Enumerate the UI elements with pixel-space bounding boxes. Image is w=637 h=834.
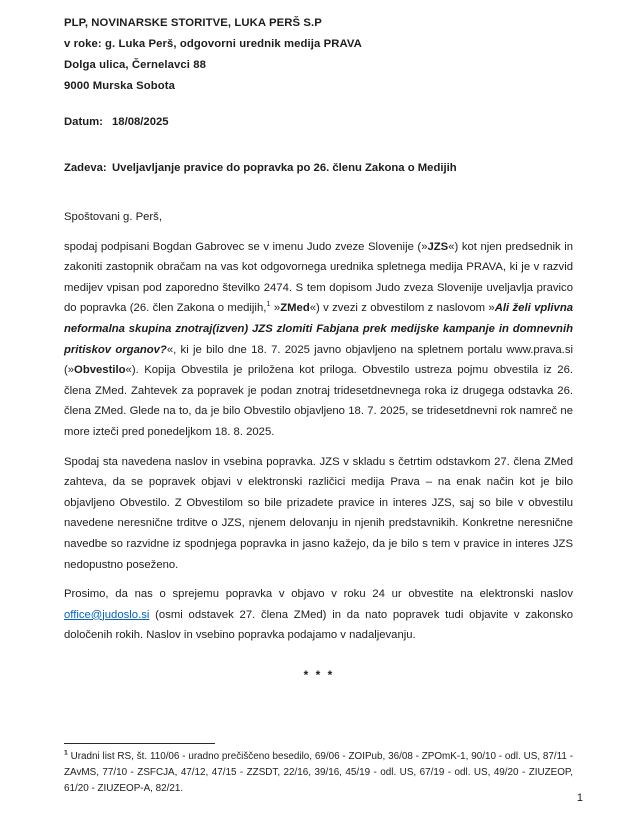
subject-row (64, 158, 573, 179)
footnote-marker: 1 (64, 749, 68, 757)
section-separator: * * * (303, 667, 334, 682)
text-run: «) v zvezi z obvestilom z naslovom » (309, 302, 495, 315)
text-run: Prosimo, da nas o sprejemu popravka v objavo v roku 24 ur obvestite na elektronski naslov (64, 588, 573, 601)
footnote (64, 743, 573, 797)
footnote-divider (64, 743, 215, 744)
text-run: Obvestilo (74, 364, 126, 377)
text-run: Ali želi vplivna neformalna skupina znotraj(izven) JZS zlomiti Fabjana prek medijske kampanje in domnevnih pritiskov organov? (64, 302, 574, 356)
text-run: «). Kopija Obvestila je priložena kot priloga. Obvestilo ustreza pojmu obvestila iz 26. člena ZMed. Zahtevek za popravek je podan znotraj tridesetdnevnega roka iz drugega odstavka 26. člena ZMed. Glede na to, da je bilo Obvestilo objavljeno 18. 7. 2025, se tridesetdnevni rok namreč ne more izteči pred ponedeljkom 18. 8. 2025. (64, 364, 573, 438)
text-run: (osmi odstavek 27. člena ZMed) in da nato popravek tudi objavite v zakonsko določenih rokih. Naslov in vsebino popravka podajamo v nadaljevanju. (64, 608, 573, 642)
subject-value: Uveljavljanje pravice do popravka po 26. členu Zakona o Medijih (112, 162, 457, 174)
footnote-text-block (64, 749, 573, 797)
text-run: » (270, 302, 281, 315)
page-number: 1 (576, 792, 583, 804)
paragraph-3 (64, 584, 573, 646)
email-link[interactable]: office@judoslo.si (64, 608, 150, 621)
date-label: Datum: (64, 116, 103, 128)
footnote-reference: 1 (266, 299, 271, 309)
text-run: Spodaj sta navedena naslov in vsebina popravka. JZS v skladu s četrtim odstavkom 27. člena ZMed zahteva, da se popravek objavi v elektronski različici medija Prava – na enak način kot je bilo objavljeno Obvestilo. Z Obvestilom so bile prizadete pravice in interes JZS, saj so bile v obvestilu navedene neresnične trditve o JZS, njenem delovanju in njenih predstavnikih. Konkretne neresnične navedbe so razvidne iz spodnjega popravka in jasno kažejo, da je bilo s tem v pravice in interes JZS nedopustno poseženo. (64, 455, 573, 571)
text-run: ZMed (280, 302, 310, 315)
letter-body (64, 237, 573, 646)
text-run: JZS (427, 240, 449, 253)
subject-label: Zadeva: (64, 162, 107, 174)
recipient-city: 9000 Murska Sobota (64, 80, 176, 92)
text-run: spodaj podpisani Bogdan Gabrovec se v imenu Judo zveze Slovenije (» (64, 240, 428, 253)
text-run: «, ki je bilo dne 18. 7. 2025 javno objavljeno na spletnem portalu www.prava.si (» (64, 343, 573, 377)
footnote-text: Uradni list RS, št. 110/06 - uradno prečiščeno besedilo, 69/06 - ZOIPub, 36/08 - ZPOmK-1, 90/10 - odl. US, 87/11 - ZAvMS, 77/10 - ZSFCJA, 47/12, 47/15 - ZZSDT, 22/16, 39/16, 45/19 - odl. US, 67/19 - odl. US, 49/20 - ZIUZEOP, 61/20 - ZIUZEOP-A, 82/21. (64, 751, 573, 794)
recipient-street: Dolga ulica, Černelavci 88 (64, 59, 206, 71)
date-value: 18/08/2025 (112, 116, 169, 128)
text-run: «) kot njen predsednik in zakoniti zastopnik obračam na vas kot odgovornega urednika spletnega medija PRAVA, ki je v razvid medijev vpisan pod zaporedno številko 2474. S tem dopisom Judo zveza Slovenije uveljavlja pravico do popravka (26. člen Zakona o medijih, (64, 240, 573, 315)
recipient-address-block (64, 13, 573, 97)
salutation: Spoštovani g. Perš, (64, 211, 162, 223)
date-row (64, 112, 573, 133)
paragraph-2 (64, 452, 573, 576)
recipient-company: PLP, NOVINARSKE STORITVE, LUKA PERŠ S.P (64, 17, 322, 29)
paragraph-1 (64, 237, 573, 443)
recipient-attention: v roke: g. Luka Perš, odgovorni urednik medija PRAVA (64, 38, 362, 50)
